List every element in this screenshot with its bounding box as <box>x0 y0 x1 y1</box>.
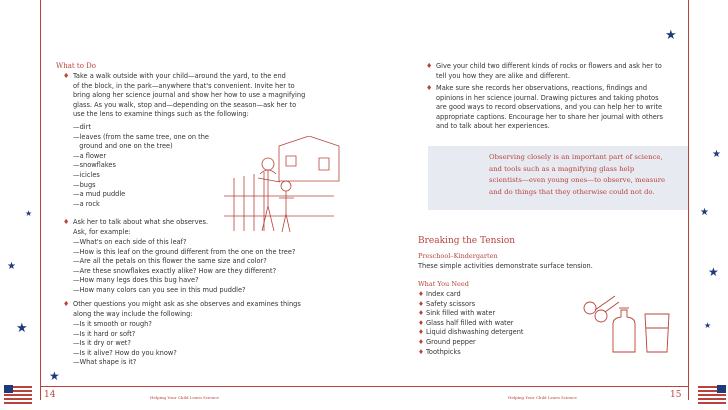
right-footer-title: Helping Your Child Learn Science <box>508 395 577 400</box>
paragraph-line: Ask, for example: <box>73 227 131 236</box>
more-questions-list <box>73 320 273 368</box>
supplies-list <box>418 290 578 357</box>
what-you-need-heading: What You Need <box>418 280 469 288</box>
paragraph-line: appropriate captions. Encourage her to share her journal with others <box>436 112 663 121</box>
paragraph-line: along the way include the following: <box>73 309 193 318</box>
bullet-marker: ♦ <box>63 72 70 80</box>
list-item: —a rock <box>73 199 100 208</box>
bullet-marker: ♦ <box>418 299 427 308</box>
list-item: —a flower <box>73 151 107 160</box>
left-footer-rule <box>40 386 364 387</box>
star-icon: ★ <box>25 209 33 218</box>
right-paragraph-2 <box>436 84 686 132</box>
list-item: —leaves (from the same tree, one on the <box>73 132 209 141</box>
bullet-marker: ♦ <box>426 84 433 92</box>
paragraph-line: glass. As you walk, stop and—depending on the season—ask her to <box>73 100 297 109</box>
paragraph-line: bring along her science journal and show her how to use a magnifying <box>73 91 306 100</box>
paragraph-line: Give your child two different kinds of rocks or flowers and ask her to <box>436 62 662 70</box>
supply-item <box>418 300 578 310</box>
star-icon: ★ <box>7 261 16 272</box>
list-item: —dirt <box>73 123 91 131</box>
supply-label: Safety scissors <box>426 299 476 308</box>
star-icon: ★ <box>16 321 28 336</box>
paragraph-line: of the block, in the park—anywhere that's convenient. Invite her to <box>73 81 295 90</box>
question-list <box>73 238 353 296</box>
star-icon: ★ <box>665 28 677 43</box>
list-item: —bugs <box>73 180 96 189</box>
star-icon: ★ <box>49 369 60 383</box>
left-margin-rule <box>40 0 41 400</box>
list-item: —Are these snowflakes exactly alike? How are they different? <box>73 266 277 275</box>
bullet-marker: ♦ <box>426 62 433 70</box>
list-item: —What's on each side of this leaf? <box>73 238 187 246</box>
grade-level: Preschool–Kindergarten <box>418 252 498 260</box>
supply-item <box>418 290 578 300</box>
activity-intro: These simple activities demonstrate surface tension. <box>418 262 593 270</box>
list-item: —a mud puddle <box>73 190 126 199</box>
list-item: —Is it alive? How do you know? <box>73 348 177 357</box>
supplies-illustration <box>575 284 685 354</box>
left-paragraph-1 <box>73 72 353 120</box>
list-item: —How many legs does this bug have? <box>73 276 199 285</box>
paragraph-line: tell you how they are alike and different. <box>436 71 570 80</box>
paragraph-line: Ask her to talk about what she observes. <box>73 218 209 226</box>
star-icon: ★ <box>704 321 712 330</box>
list-item: —snowflakes <box>73 161 116 170</box>
examine-list <box>73 123 223 209</box>
list-item: ground and one on the tree) <box>73 142 173 151</box>
bullet-marker: ♦ <box>418 290 427 298</box>
paragraph-line: and to talk about her experiences. <box>436 122 550 131</box>
callout-quote <box>489 152 689 198</box>
star-icon: ★ <box>708 265 719 279</box>
bullet-marker: ♦ <box>63 300 70 308</box>
bullet-marker: ♦ <box>418 318 427 327</box>
bullet-marker: ♦ <box>418 328 427 337</box>
supply-label: Glass half filled with water <box>426 318 514 327</box>
paragraph-line: Other questions you might ask as she observes and examines things <box>73 300 301 308</box>
callout-line: and do things that they otherwise could not do. <box>489 187 655 196</box>
bullet-marker: ♦ <box>418 337 427 346</box>
supply-item <box>418 348 578 358</box>
supply-label: Toothpicks <box>426 347 461 356</box>
flag-logo-icon <box>698 385 726 405</box>
callout-line: scientists—even young ones—to observe, measure <box>489 176 666 184</box>
right-page-number: 15 <box>670 390 682 400</box>
flag-logo-icon <box>4 385 32 405</box>
paragraph-line: Make sure she records her observations, reactions, findings and <box>436 84 648 92</box>
callout-line: Observing closely is an important part of science, <box>489 153 663 161</box>
list-item: —How many colors can you see in this mud puddle? <box>73 285 246 294</box>
supply-item <box>418 319 578 329</box>
right-footer-rule <box>364 386 688 387</box>
left-footer-title: Helping Your Child Learn Science <box>150 395 219 400</box>
supply-label: Index card <box>426 290 461 298</box>
star-icon: ★ <box>700 207 709 218</box>
list-item: —Is it dry or wet? <box>73 339 131 348</box>
list-item: —Is it hard or soft? <box>73 329 136 338</box>
right-paragraph-1 <box>436 62 686 81</box>
supply-item <box>418 338 578 348</box>
list-item: —icicles <box>73 170 100 179</box>
supply-label: Ground pepper <box>426 337 476 346</box>
paragraph-line: opinions in her science journal. Drawing pictures and taking photos <box>436 93 659 102</box>
right-margin-rule <box>688 0 689 400</box>
supply-label: Liquid dishwashing detergent <box>426 328 524 337</box>
activity-title: Breaking the Tension <box>418 236 516 246</box>
left-paragraph-2 <box>73 218 323 237</box>
paragraph-line: Take a walk outside with your child—around the yard, to the end <box>73 72 286 80</box>
star-icon: ★ <box>712 149 721 160</box>
callout-line: and tools such as a magnifying glass help <box>489 164 635 173</box>
list-item: —Is it smooth or rough? <box>73 320 152 328</box>
what-to-do-heading: What to Do <box>56 62 96 70</box>
left-paragraph-3 <box>73 300 353 319</box>
list-item: —Are all the petals on this flower the same size and color? <box>73 257 267 266</box>
supply-item <box>418 328 578 338</box>
list-item: —What shape is it? <box>73 358 137 367</box>
bullet-marker: ♦ <box>418 347 427 356</box>
list-item: —How is this leaf on the ground different from the one on the tree? <box>73 247 296 256</box>
supply-label: Sink filled with water <box>426 309 496 318</box>
supply-item <box>418 309 578 319</box>
left-page-number: 14 <box>44 390 56 400</box>
paragraph-line: are good ways to record observations, and you can help her to write <box>436 103 662 112</box>
bullet-marker: ♦ <box>418 309 427 318</box>
bullet-marker: ♦ <box>63 218 70 226</box>
paragraph-line: use the lens to examine things such as the following: <box>73 110 249 119</box>
